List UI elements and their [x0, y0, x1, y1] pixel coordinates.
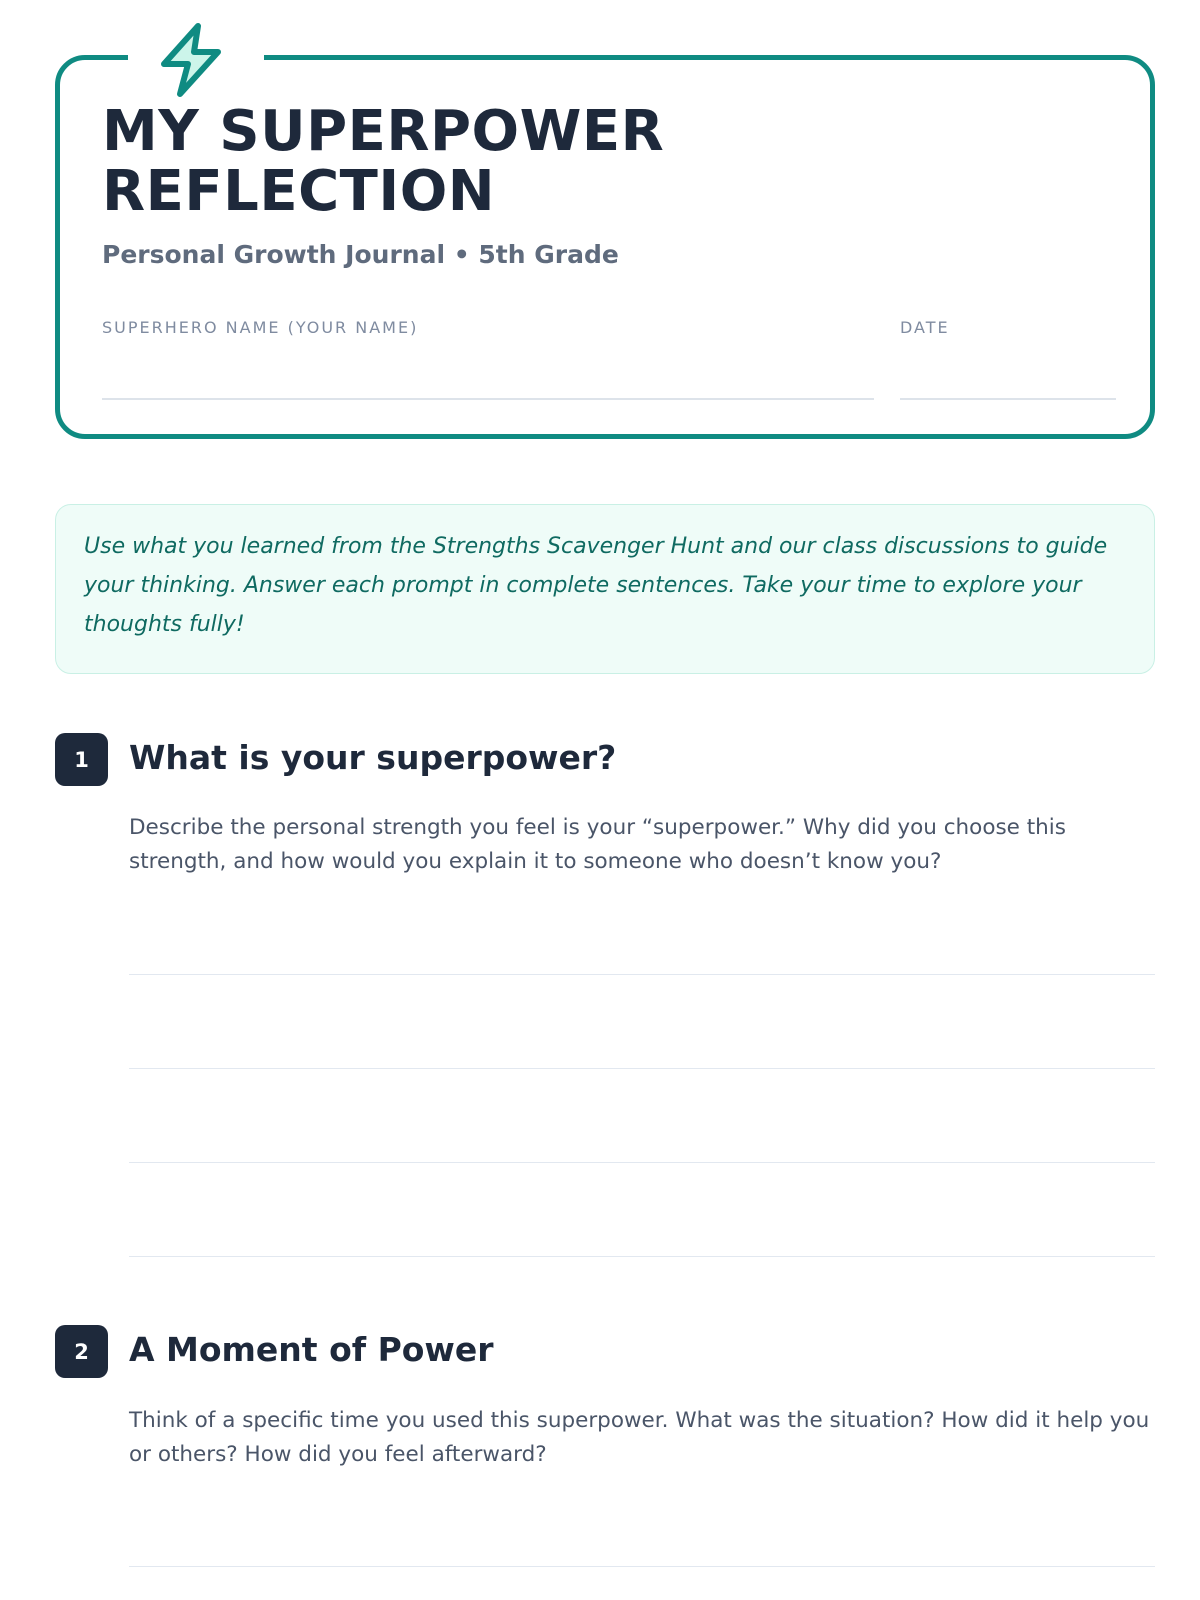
question-title: A Moment of Power — [129, 1330, 494, 1369]
title-line-2: REFLECTION — [102, 159, 496, 224]
answer-line[interactable] — [129, 1566, 1155, 1567]
lightning-bolt-icon — [158, 20, 234, 100]
date-input-line[interactable] — [900, 398, 1116, 400]
question-prompt: Describe the personal strength you feel is your “superpower.” Why did you choose this strength, and how would you explain it to someone who doesn’t know you? — [129, 815, 1066, 874]
question-number-badge: 1 — [55, 733, 108, 786]
name-field-label: SUPERHERO NAME (YOUR NAME) — [102, 318, 419, 337]
answer-line[interactable] — [129, 974, 1155, 975]
instructions-box: Use what you learned from the Strengths Scavenger Hunt and our class discussions to guide your thinking. Answer each prompt in complete sentences. Take your time to explore your thoughts fully! — [55, 504, 1155, 674]
answer-line[interactable] — [129, 1068, 1155, 1069]
name-input-line[interactable] — [102, 398, 874, 400]
question-prompt: Think of a specific time you used this superpower. What was the situation? How did it help you or others? How did you feel afterward? — [129, 1408, 1150, 1467]
answer-line[interactable] — [129, 1256, 1155, 1257]
title-line-1: MY SUPERPOWER — [102, 99, 665, 164]
question-number-badge: 2 — [55, 1325, 108, 1378]
page-subtitle: Personal Growth Journal • 5th Grade — [102, 240, 619, 269]
question-title: What is your superpower? — [129, 738, 617, 777]
page-title — [102, 99, 665, 224]
answer-line[interactable] — [129, 1162, 1155, 1163]
date-field-label: DATE — [900, 318, 950, 337]
